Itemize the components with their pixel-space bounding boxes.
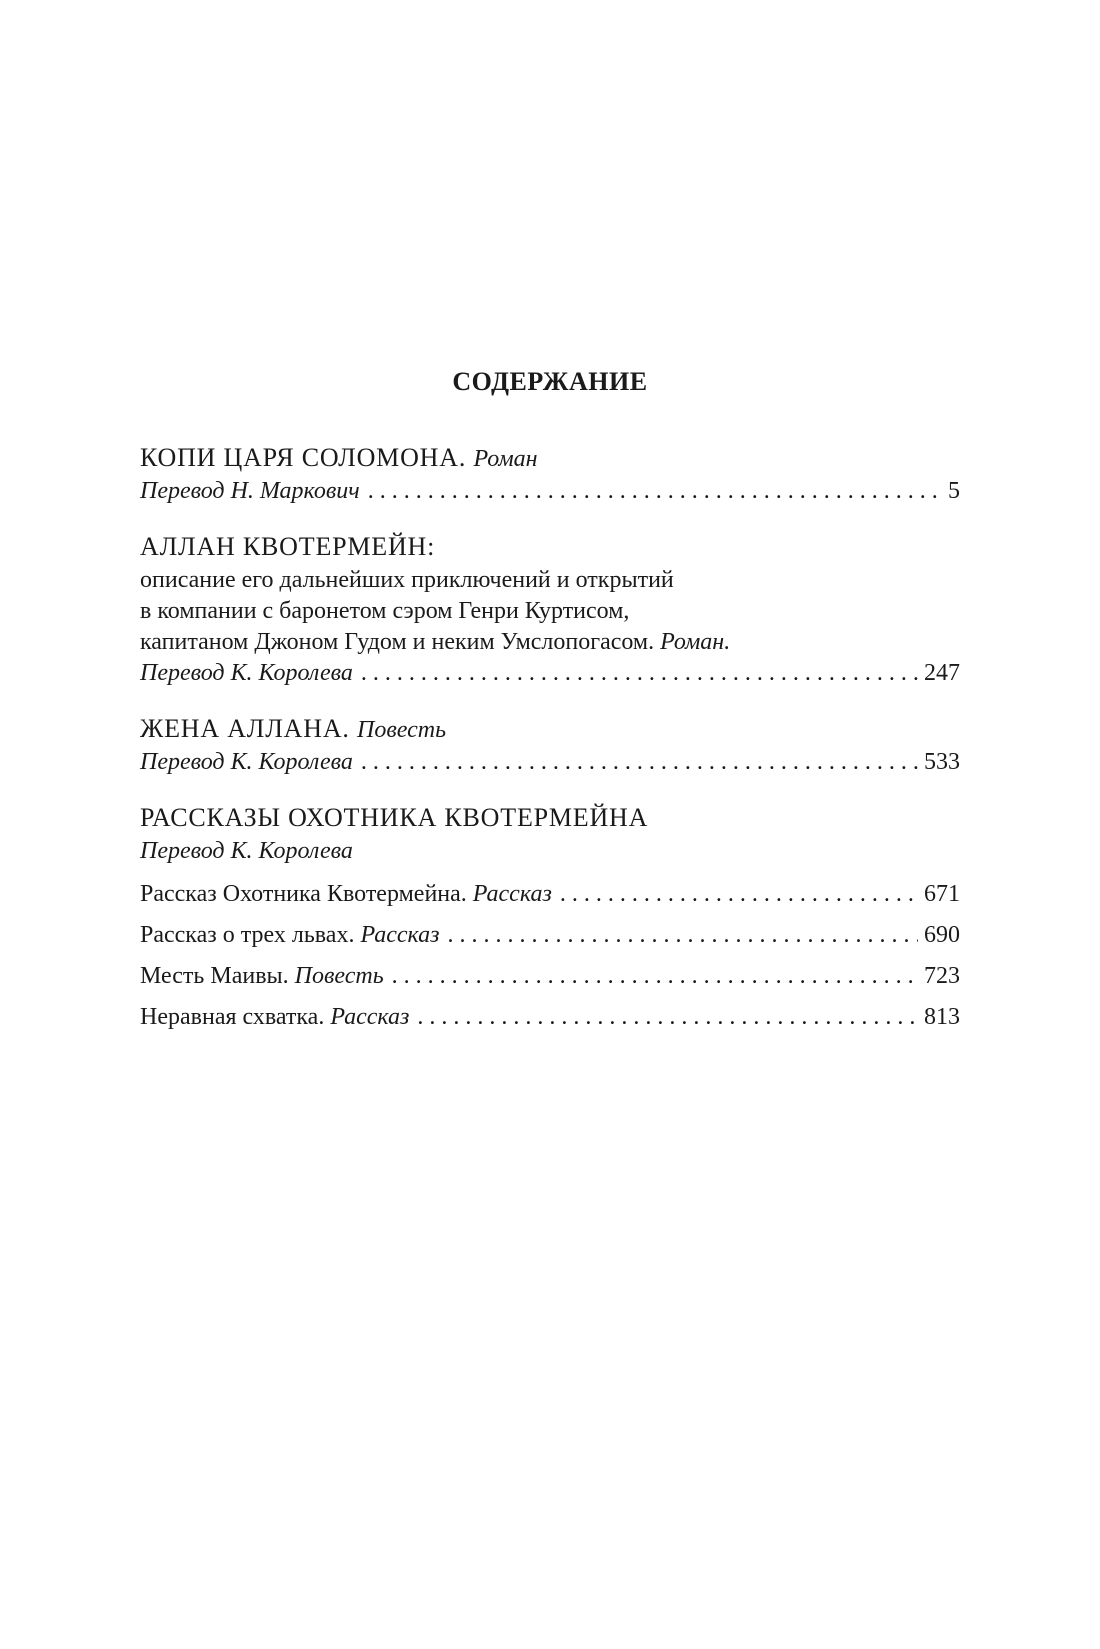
dot-leader [448,920,919,951]
entry-title: АЛЛАН КВОТЕРМЕЙН: [140,532,436,561]
entry-translator: Перевод К. Королева [140,660,353,686]
story-title: Рассказ о трех львах. [140,922,355,948]
entry-translator: Перевод К. Королева [140,749,353,775]
dot-leader [361,747,918,778]
entry-title: РАССКАЗЫ ОХОТНИКА КВОТЕРМЕЙНА [140,803,649,832]
story-page-number: 813 [924,1004,960,1030]
entry-translator-line[interactable] [140,658,960,689]
story-title-wrap [140,879,552,910]
story-title-wrap [140,920,440,951]
story-genre: Рассказ [330,1004,410,1030]
entry-page-number: 5 [948,478,960,504]
story-page-number: 723 [924,963,960,989]
entry-page-number: 533 [924,749,960,775]
story-genre: Рассказ [472,881,552,907]
entry-page-number: 247 [924,660,960,686]
story-entry[interactable] [140,879,960,910]
story-title: Рассказ Охотника Квотермейна. [140,881,467,907]
story-title: Неравная схватка. [140,1004,325,1030]
entry-title-line [140,711,960,747]
dot-leader [560,879,918,910]
dot-leader [417,1002,918,1033]
story-entry[interactable] [140,961,960,992]
story-title-wrap [140,1002,409,1033]
toc-entry-allan-quatermain [140,529,960,689]
story-entry[interactable] [140,920,960,951]
entry-description-text: капитаном Джоном Гудом и неким Умслопогасом. [140,629,655,655]
page-title: СОДЕРЖАНИЕ [452,367,648,396]
story-page-number: 671 [924,881,960,907]
story-genre: Повесть [294,963,384,989]
dot-leader [361,658,918,689]
toc-entry-hunter-quatermain-stories [140,800,960,1033]
story-genre: Рассказ [360,922,440,948]
story-entry[interactable] [140,1002,960,1033]
entry-genre: Роман [473,446,538,472]
entry-description-line-3 [140,627,960,658]
story-title-wrap [140,961,384,992]
entry-description-line-2: в компании с баронетом сэром Генри Куртисом, [140,598,630,624]
dot-leader [392,961,918,992]
entry-description-line-1: описание его дальнейших приключений и открытий [140,567,674,593]
story-title: Месть Маивы. [140,963,289,989]
entry-genre: Роман. [660,629,731,655]
entry-translator-line[interactable] [140,476,960,507]
entry-title: ЖЕНА АЛЛАНА. [140,714,350,743]
entry-genre: Повесть [357,717,447,743]
toc-entry-king-solomons-mines [140,440,960,507]
story-page-number: 690 [924,922,960,948]
entry-translator: Перевод Н. Маркович [140,478,360,504]
toc-entry-allans-wife [140,711,960,778]
dot-leader [368,476,942,507]
table-of-contents [140,440,960,1033]
entry-translator: Перевод К. Королева [140,838,353,864]
entry-translator-line[interactable] [140,747,960,778]
entry-title-line [140,440,960,476]
entry-title: КОПИ ЦАРЯ СОЛОМОНА. [140,443,467,472]
